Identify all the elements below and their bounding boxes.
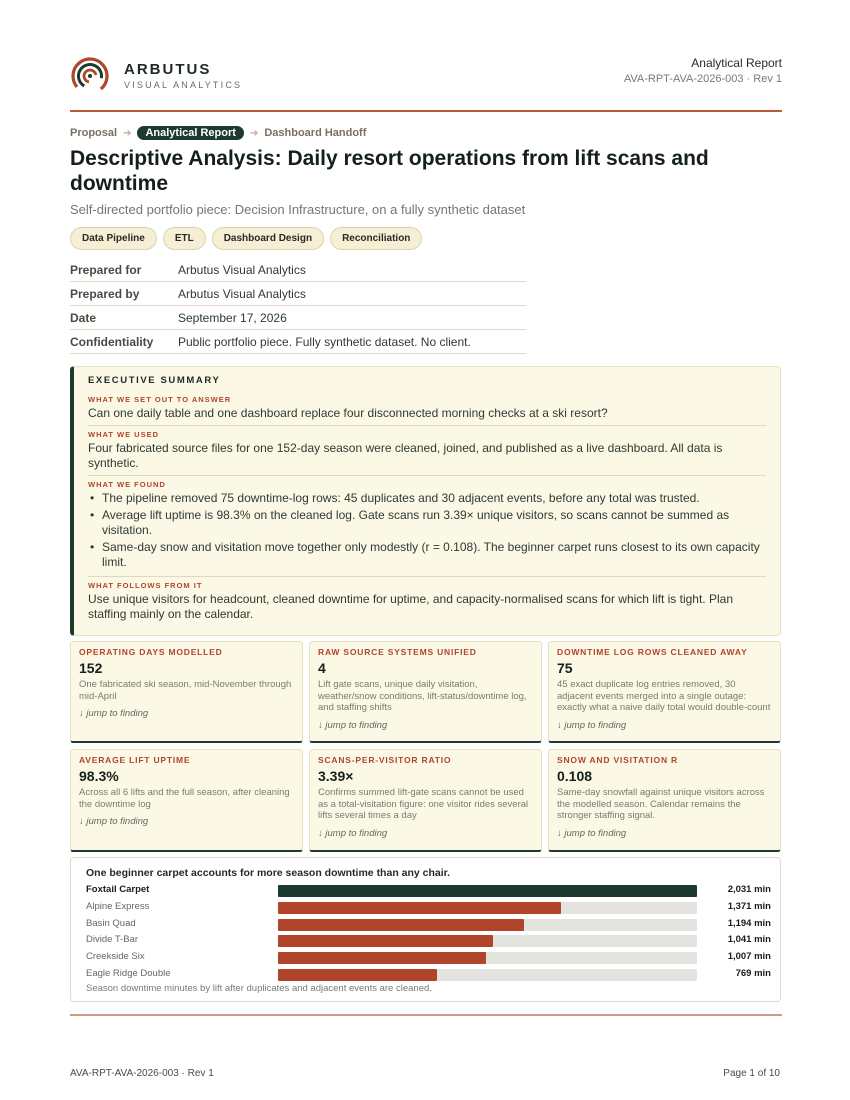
kpi-description: One fabricated ski season, mid-November through mid-April xyxy=(79,679,292,702)
jump-to-finding-link[interactable]: ↓ jump to finding xyxy=(557,827,627,839)
kpi-card-lift-uptime xyxy=(70,749,303,852)
bar-track xyxy=(278,919,697,931)
kpi-description: Across all 6 lifts and the full season, after cleaning the downtime log xyxy=(79,787,290,810)
report-header xyxy=(70,54,782,112)
meta-value: September 17, 2026 xyxy=(178,310,287,325)
kpi-label: SCANS-PER-VISITOR RATIO xyxy=(318,755,452,765)
meta-key: Prepared by xyxy=(70,286,140,301)
tag-etl: ETL xyxy=(163,227,206,250)
tag-list xyxy=(70,227,422,250)
list-item: • The pipeline removed 75 downtime-log rows: 45 duplicates and 30 adjacent events, before any total was trusted. xyxy=(88,491,766,506)
chart-title: One beginner carpet accounts for more season downtime than any chair. xyxy=(86,867,451,879)
tag-reconciliation: Reconciliation xyxy=(330,227,422,250)
kpi-description: Confirms summed lift-gate scans cannot be used as a total-visitation figure: one visitor rides several lifts several times a day xyxy=(318,787,529,821)
arbutus-logo-icon xyxy=(70,56,110,96)
kpi-label: RAW SOURCE SYSTEMS UNIFIED xyxy=(318,647,477,657)
bar-track xyxy=(278,969,697,981)
chart-row xyxy=(86,916,771,933)
meta-row-prepared-for xyxy=(70,258,526,282)
chart-row xyxy=(86,899,771,916)
kpi-value: 98.3% xyxy=(79,768,119,784)
header-divider xyxy=(70,110,782,112)
meta-key: Prepared for xyxy=(70,262,142,277)
bar xyxy=(278,902,561,914)
jump-to-finding-link[interactable]: ↓ jump to finding xyxy=(318,827,388,839)
bar-label: Creekside Six xyxy=(86,951,145,963)
bar-value-label: 1,194 min xyxy=(727,917,771,929)
bar-track xyxy=(278,935,697,947)
exec-text: Use unique visitors for headcount, cleaned downtime for uptime, and capacity-normalised scans for which lift is tight. Plan staffing mainly on the calendar. xyxy=(88,592,733,621)
exec-section-found xyxy=(88,476,766,577)
meta-key: Date xyxy=(70,310,97,325)
chart-row xyxy=(86,932,771,949)
bar-value-label: 2,031 min xyxy=(727,884,771,895)
tag-data-pipeline: Data Pipeline xyxy=(70,227,157,250)
report-id: AVA-RPT-AVA-2026-003 · Rev 1 xyxy=(623,73,782,85)
bar-value-label: 1,371 min xyxy=(727,900,771,912)
findings-list xyxy=(88,491,766,570)
chart-row xyxy=(86,966,771,983)
downtime-bar-chart xyxy=(70,857,781,1002)
exec-text: Can one daily table and one dashboard replace four disconnected morning checks at a ski resort? xyxy=(88,406,608,420)
kpi-label: AVERAGE LIFT UPTIME xyxy=(79,755,191,765)
arrow-right-icon: ➔ xyxy=(249,127,259,139)
executive-summary-title: EXECUTIVE SUMMARY xyxy=(88,375,221,386)
breadcrumb-dashboard-handoff[interactable]: Dashboard Handoff xyxy=(264,127,367,139)
tag-dashboard-design: Dashboard Design xyxy=(212,227,324,250)
page-subtitle: Self-directed portfolio piece: Decision Infrastructure, on a fully synthetic dataset xyxy=(70,202,526,217)
kpi-label: DOWNTIME LOG ROWS CLEANED AWAY xyxy=(557,647,748,657)
meta-key: Confidentiality xyxy=(70,334,154,349)
list-item: • Average lift uptime is 98.3% on the cleaned log. Gate scans run 3.39× unique visitors, so scans cannot be summed as visitation. xyxy=(88,508,766,538)
breadcrumb-proposal[interactable]: Proposal xyxy=(70,127,118,139)
chart-rows xyxy=(86,882,771,983)
meta-value: Arbutus Visual Analytics xyxy=(178,262,306,277)
bar xyxy=(278,969,437,981)
meta-row-date xyxy=(70,306,526,330)
exec-label: WHAT WE SET OUT TO ANSWER xyxy=(88,395,232,404)
breadcrumb xyxy=(70,126,366,140)
arrow-right-icon: ➔ xyxy=(123,127,132,139)
jump-to-finding-link[interactable]: ↓ jump to finding xyxy=(318,719,388,731)
kpi-card-scans-per-visitor xyxy=(309,749,542,852)
kpi-value: 3.39× xyxy=(318,768,354,784)
footer-divider xyxy=(70,1014,782,1016)
bar xyxy=(278,952,486,964)
kpi-value: 4 xyxy=(318,660,326,676)
kpi-description: Lift gate scans, unique daily visitation, weather/snow conditions, lift-status/downtime log, and staffing shifts xyxy=(318,679,527,713)
kpi-description: Same-day snowfall against unique visitors across the modelled season. Calendar remains the stronger staffing signal. xyxy=(557,787,765,821)
bar-value-label: 1,041 min xyxy=(727,934,771,946)
kpi-grid xyxy=(70,641,781,852)
bar xyxy=(278,885,697,897)
bar xyxy=(278,935,493,947)
exec-label: WHAT WE USED xyxy=(88,430,160,439)
bar-track xyxy=(278,885,697,897)
jump-to-finding-link[interactable]: ↓ jump to finding xyxy=(79,708,149,719)
meta-value: Arbutus Visual Analytics xyxy=(178,286,306,301)
exec-section-used xyxy=(88,426,766,476)
kpi-card-operating-days xyxy=(70,641,303,743)
bar-track xyxy=(278,952,697,964)
chart-caption: Season downtime minutes by lift after duplicates and adjacent events are cleaned. xyxy=(86,983,432,994)
kpi-value: 0.108 xyxy=(557,768,593,784)
page-title: Descriptive Analysis: Daily resort operations from lift scans and downtime xyxy=(70,147,709,195)
meta-row-prepared-by xyxy=(70,282,526,306)
bar-label: Basin Quad xyxy=(86,917,136,929)
bar-label: Eagle Ridge Double xyxy=(86,967,171,979)
exec-section-follows xyxy=(88,577,766,626)
exec-text: Four fabricated source files for one 152-day season were cleaned, joined, and published as a live dashboard. All data is synthetic. xyxy=(88,441,723,470)
exec-label: WHAT WE FOUND xyxy=(88,480,166,489)
breadcrumb-analytical-report[interactable]: Analytical Report xyxy=(137,126,243,140)
bar-value-label: 1,007 min xyxy=(727,951,771,963)
chart-row xyxy=(86,882,771,899)
list-item: • Same-day snow and visitation move together only modestly (r = 0.108). The beginner carpet runs closest to its own capacity limit. xyxy=(88,540,766,570)
bar-label: Divide T-Bar xyxy=(86,934,139,946)
chart-row xyxy=(86,949,771,966)
meta-row-confidentiality xyxy=(70,330,526,354)
page-number: Page 1 of 10 xyxy=(723,1068,780,1079)
report-type: Analytical Report xyxy=(691,56,782,70)
kpi-description: 45 exact duplicate log entries removed, 30 adjacent events merged into a single outage: exactly what a naive daily total would double-count xyxy=(557,679,771,713)
report-meta-table xyxy=(70,258,526,354)
brand-name: ARBUTUS xyxy=(124,61,212,78)
executive-summary xyxy=(70,366,781,636)
brand-subtitle: VISUAL ANALYTICS xyxy=(124,80,243,90)
jump-to-finding-link[interactable]: ↓ jump to finding xyxy=(79,816,149,827)
footer-report-id: AVA-RPT-AVA-2026-003 · Rev 1 xyxy=(70,1068,214,1079)
bar-value-label: 769 min xyxy=(735,967,771,979)
exec-section-set-out xyxy=(88,391,766,426)
bar xyxy=(278,919,524,931)
bar-label: Foxtail Carpet xyxy=(86,884,150,895)
bar-label: Alpine Express xyxy=(86,900,150,912)
kpi-label: SNOW AND VISITATION R xyxy=(557,755,678,765)
kpi-value: 75 xyxy=(557,660,573,676)
kpi-card-source-systems xyxy=(309,641,542,743)
kpi-label: OPERATING DAYS MODELLED xyxy=(79,647,223,657)
kpi-card-downtime-rows xyxy=(548,641,781,743)
bar-track xyxy=(278,902,697,914)
kpi-value: 152 xyxy=(79,660,103,676)
meta-value: Public portfolio piece. Fully synthetic dataset. No client. xyxy=(178,334,471,349)
jump-to-finding-link[interactable]: ↓ jump to finding xyxy=(557,719,627,731)
exec-label: WHAT FOLLOWS FROM IT xyxy=(88,581,203,590)
kpi-card-snow-visitation-r xyxy=(548,749,781,852)
